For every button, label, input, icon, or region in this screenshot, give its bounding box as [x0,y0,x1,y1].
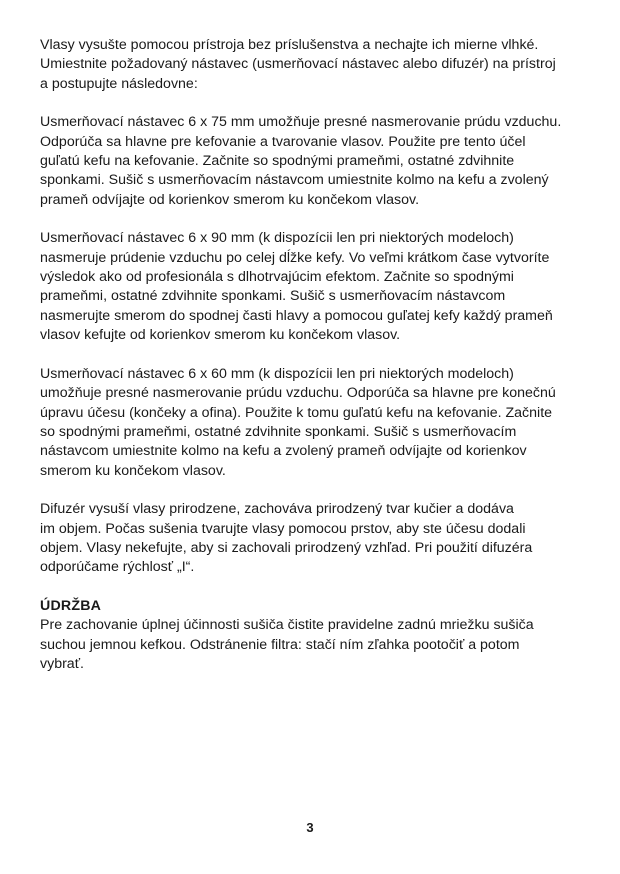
text-line: sponkami. Sušič s usmerňovacím nástavcom umiestnite kolmo na kefu a zvolený [40,172,549,189]
text-line: suchou jemnou kefkou. Odstránenie filtra: stačí ním zľahka pootočiť a potom [40,636,520,653]
text-line: objem. Vlasy nekefujte, aby si zachovali prirodzený vzhľad. Pri použití difuzéra [40,539,533,556]
text-line: Usmerňovací nástavec 6 x 75 mm umožňuje presné nasmerovanie prúdu vzduchu. [40,114,562,131]
text-line: Umiestnite požadovaný nástavec (usmerňovací nástavec alebo difuzér) na prístroj [40,56,556,73]
text-line: Difuzér vysuší vlasy prirodzene, zachováva prirodzený tvar kučier a dodáva [40,501,514,518]
nozzle-75mm-paragraph [40,113,585,210]
text-line: výsledok ako od profesionála s dlhotrvajúcim efektom. Začnite so spodnými [40,269,514,286]
text-line: odporúčame rýchlosť „I“. [40,559,195,576]
text-line: guľatú kefu na kefovanie. Začnite so spodnými prameňmi, ostatné zdvihnite [40,153,515,170]
text-line: im objem. Počas sušenia tvarujte vlasy pomocou prstov, aby ste účesu dodali [40,520,526,537]
text-line: Pre zachovanie úplnej účinnosti sušiča čistite pravidelne zadnú mriežku sušiča [40,617,534,634]
text-line: Vlasy vysušte pomocou prístroja bez príslušenstva a nechajte ich mierne vlhké. [40,37,539,53]
diffuser-paragraph [40,500,585,578]
text-line: nasmeruje prúdenie vzduchu po celej dĺžke kefy. Vo veľmi krátkom čase vytvoríte [40,249,550,266]
nozzle-60mm-paragraph [40,365,585,481]
text-line: umožňuje presné nasmerovanie prúdu vzduchu. Odporúča sa hlavne pre konečnú [40,385,556,402]
text-line: úpravu účesu (končeky a ofina). Použite k tomu guľatú kefu na kefovanie. Začnite [40,404,553,421]
maintenance-section [40,597,585,675]
text-line: vlasov kefujte od korienkov smerom ku končekom vlasov. [40,327,401,344]
text-line: a postupujte následovne: [40,75,198,92]
text-line: nástavcom umiestnite kolmo na kefu a zvolený prameň odvíjajte od korienkov [40,443,527,460]
text-line: smerom ku končekom vlasov. [40,462,226,479]
nozzle-90mm-paragraph [40,229,585,345]
page-number: 3 [306,820,314,835]
text-line: Odporúča sa hlavne pre kefovanie a tvarovanie vlasov. Použite pre tento účel [40,133,526,150]
maintenance-heading: ÚDRŽBA [40,597,102,614]
intro-paragraph [40,36,585,94]
text-line: so spodnými prameňmi, ostatné zdvihnite sponkami. Sušič s usmerňovacím [40,423,517,440]
text-line: prameň odvíjajte od korienkov smerom ku končekom vlasov. [40,191,420,208]
text-line: vybrať. [40,655,84,672]
text-line: nasmerujte smerom do spodnej časti hlavy a pomocou guľatej kefy každý prameň [40,307,553,324]
document-page [40,36,585,693]
text-line: Usmerňovací nástavec 6 x 60 mm (k dispozícii len pri niektorých modeloch) [40,365,514,382]
text-line: Usmerňovací nástavec 6 x 90 mm (k dispozícii len pri niektorých modeloch) [40,230,514,247]
text-line: prameňmi, ostatné zdvihnite sponkami. Sušič s usmerňovacím nástavcom [40,288,506,305]
